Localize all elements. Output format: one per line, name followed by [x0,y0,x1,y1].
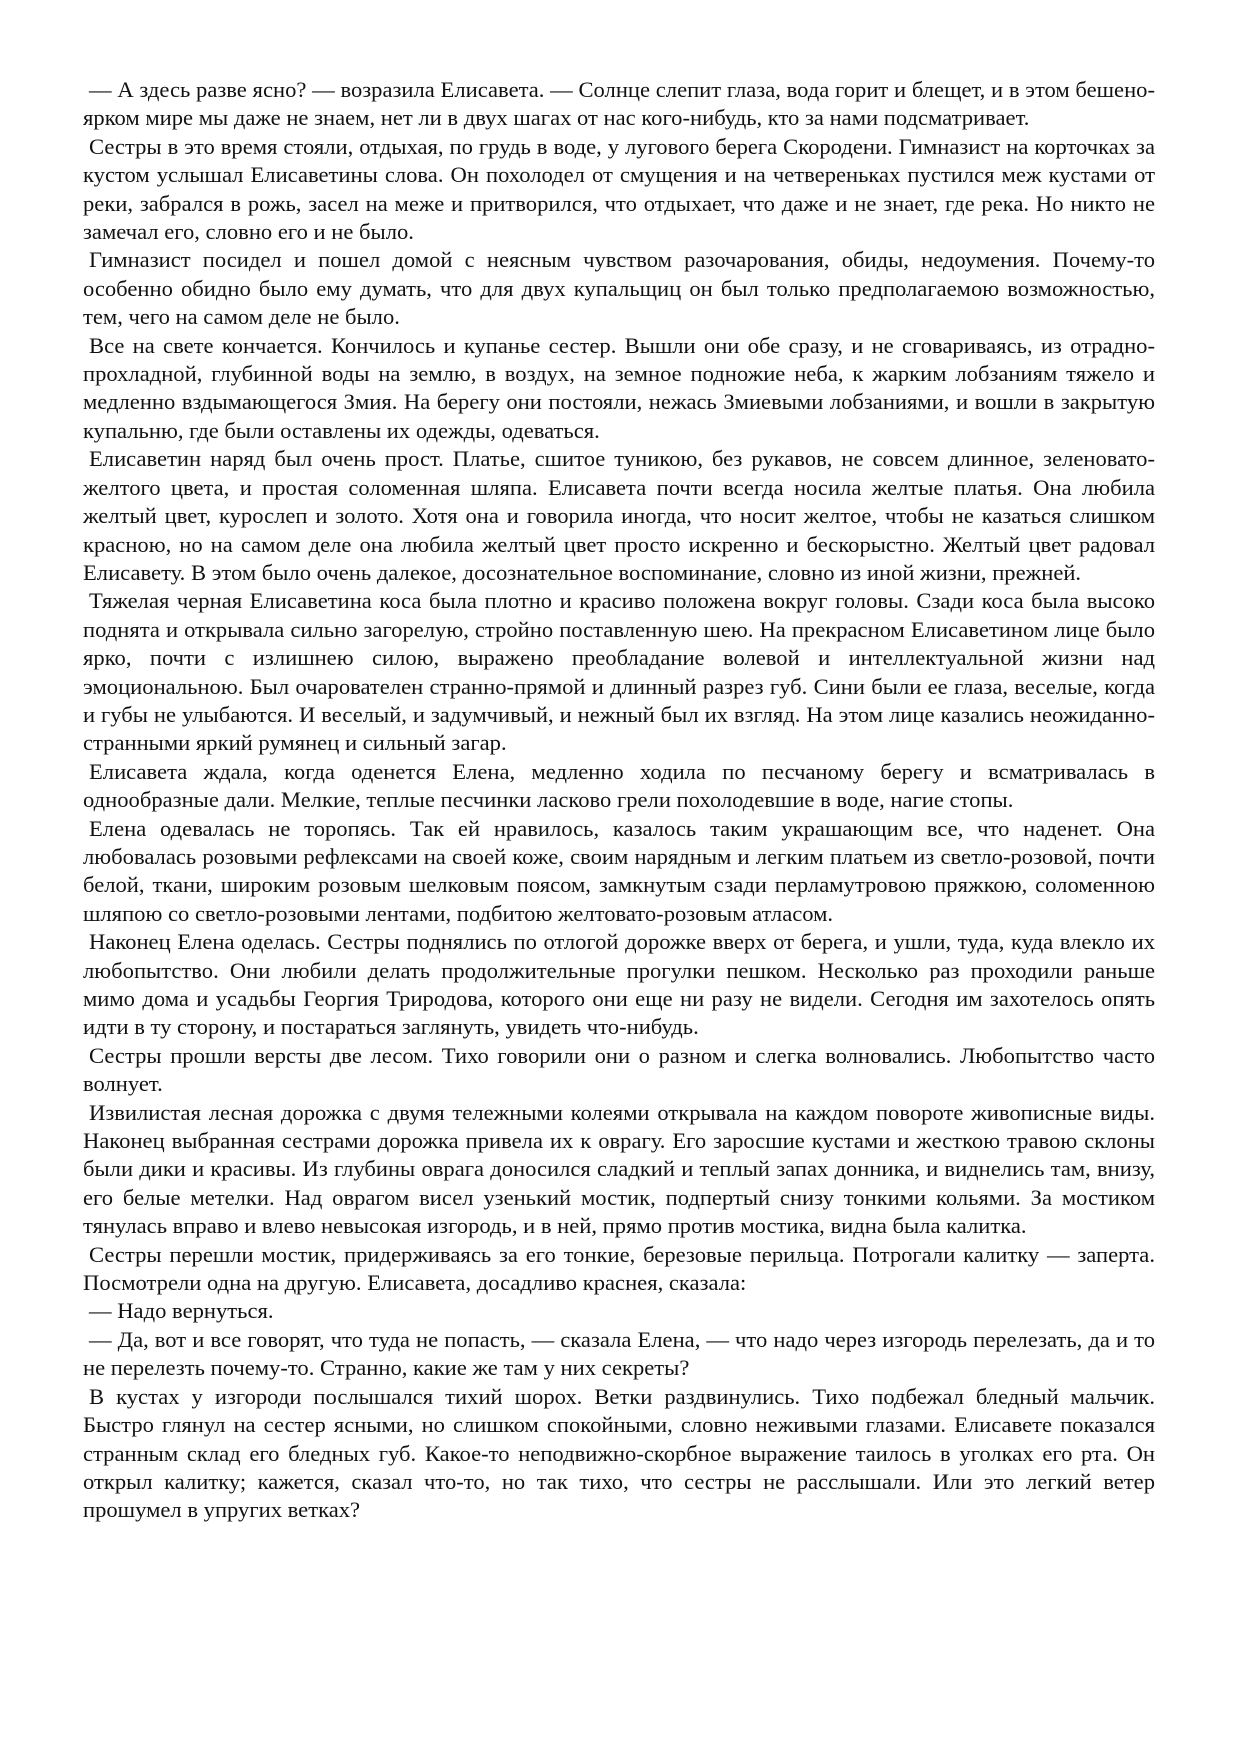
paragraph: Сестры в это время стояли, отдыхая, по грудь в воде, у лугового берега Скородени. Гимназист на корточках за кустом услышал Елисаветины слова. Он похолодел от смущения и на четвереньках пустился меж кустами от реки, забрался в рожь, засел на меже и притворился, что отдыхает, что даже и не знает, где река. Но никто не замечал его, словно его и не было. [83,133,1155,245]
paragraph: Наконец Елена оделась. Сестры поднялись по отлогой дорожке вверх от берега, и ушли, туда, куда влекло их любопытство. Они любили делать продолжительные прогулки пешком. Несколько раз проходили раньше мимо дома и усадьбы Георгия Триродова, которого они еще ни разу не видели. Сегодня им захотелось опять идти в ту сторону, и постараться заглянуть, увидеть что-нибудь. [83,929,1155,1040]
paragraph: — А здесь разве ясно? — возразила Елисавета. — Солнце слепит глаза, вода горит и блещет, и в этом бешено-ярком мире мы даже не знаем, нет ли в двух шагах от нас кого-нибудь, кто за нами подсматривает. [83,77,1155,131]
paragraph: — Надо вернуться. [89,1298,274,1324]
document-page [83,76,1155,1525]
paragraph: Извилистая лесная дорожка с двумя тележными колеями открывала на каждом повороте живописные виды. Наконец выбранная сестрами дорожка привела их к оврагу. Его заросшие кустами и жесткою травою склоны были дики и красивы. Из глубины оврага доносился сладкий и теплый запах донника, и виднелись там, внизу, его белые метелки. Над оврагом висел узенький мостик, подпертый снизу тонкими кольями. За мостиком тянулась вправо и влево невысокая изгородь, и в ней, прямо против мостика, видна была калитка. [83,1099,1155,1239]
paragraph: Сестры прошли версты две лесом. Тихо говорили они о разном и слегка волновались. Любопытство часто волнует. [83,1042,1155,1097]
paragraph: Елена одевалась не торопясь. Так ей нравилось, казалось таким украшающим все, что наденет. Она любовалась розовыми рефлексами на своей коже, своим нарядным и легким платьем из светло-розовой, почти белой, ткани, широким розовым шелковым поясом, замкнутым сзади перламутровою пряжкою, соломенною шляпою со светло-розовыми лентами, подбитою желтовато-розовым атласом. [83,815,1155,926]
paragraph: Елисаветин наряд был очень прост. Платье, сшитое туникою, без рукавов, не совсем длинное, зеленовато-желтого цвета, и простая соломенная шляпа. Елисавета почти всегда носила желтые платья. Она любила желтый цвет, курослеп и золото. Хотя она и говорила иногда, что носит желтое, чтобы не казаться слишком красною, но на самом деле она любила желтый цвет просто искренно и бескорыстно. Желтый цвет радовал Елисавету. В этом было очень далекое, досознательное воспоминание, словно из иной жизни, прежней. [83,446,1155,585]
paragraph: Тяжелая черная Елисаветина коса была плотно и красиво положена вокруг головы. Сзади коса была высоко поднята и открывала сильно загорелую, стройно поставленную шею. На прекрасном Елисаветином лице было ярко, почти с излишнею силою, выражено преобладание волевой и интеллектуальной жизни над эмоциональною. Был очарователен странно-прямой и длинный разрез губ. Сини были ее глаза, веселые, когда и губы не улыбаются. И веселый, и задумчивый, и нежный был их взгляд. На этом лице казались неожиданно-странными яркий румянец и сильный загар. [83,588,1155,756]
paragraph: Елисавета ждала, когда оденется Елена, медленно ходила по песчаному берегу и всматривалась в однообразные дали. Мелкие, теплые песчинки ласково грели похолодевшие в воде, нагие стопы. [83,758,1155,813]
paragraph: В кустах у изгороди послышался тихий шорох. Ветки раздвинулись. Тихо подбежал бледный мальчик. Быстро глянул на сестер ясными, но слишком спокойными, словно неживыми глазами. Елисавете показался странным склад его бледных губ. Какое-то неподвижно-скорбное выражение таилось в уголках его рта. Он открыл калитку; кажется, сказал что-то, но так тихо, что сестры не расслышали. Или это легкий ветер прошумел в упругих ветках? [83,1383,1155,1523]
paragraph: Все на свете кончается. Кончилось и купанье сестер. Вышли они обе сразу, и не сговариваясь, из отрадно-прохладной, глубинной воды на землю, в воздух, на земное подножие неба, к жарким лобзаниям тяжело и медленно вздымающегося Змия. На берегу они постояли, нежась Змиевыми лобзаниями, и вошли в закрытую купальню, где были оставлены их одежды, одеваться. [83,332,1155,443]
paragraph: — Да, вот и все говорят, что туда не попасть, — сказала Елена, — что надо через изгородь перелезать, да и то не перелезть почему-то. Странно, какие же там у них секреты? [83,1326,1155,1381]
paragraph: Гимназист посидел и пошел домой с неясным чувством разочарования, обиды, недоумения. Почему-то особенно обидно было ему думать, что для двух купальщиц он был только предполагаемою возможностью, тем, чего на самом деле не было. [83,247,1155,330]
paragraph: Сестры перешли мостик, придерживаясь за его тонкие, березовые перильца. Потрогали калитку — заперта. Посмотрели одна на другую. Елисавета, досадливо краснея, сказала: [83,1241,1155,1296]
